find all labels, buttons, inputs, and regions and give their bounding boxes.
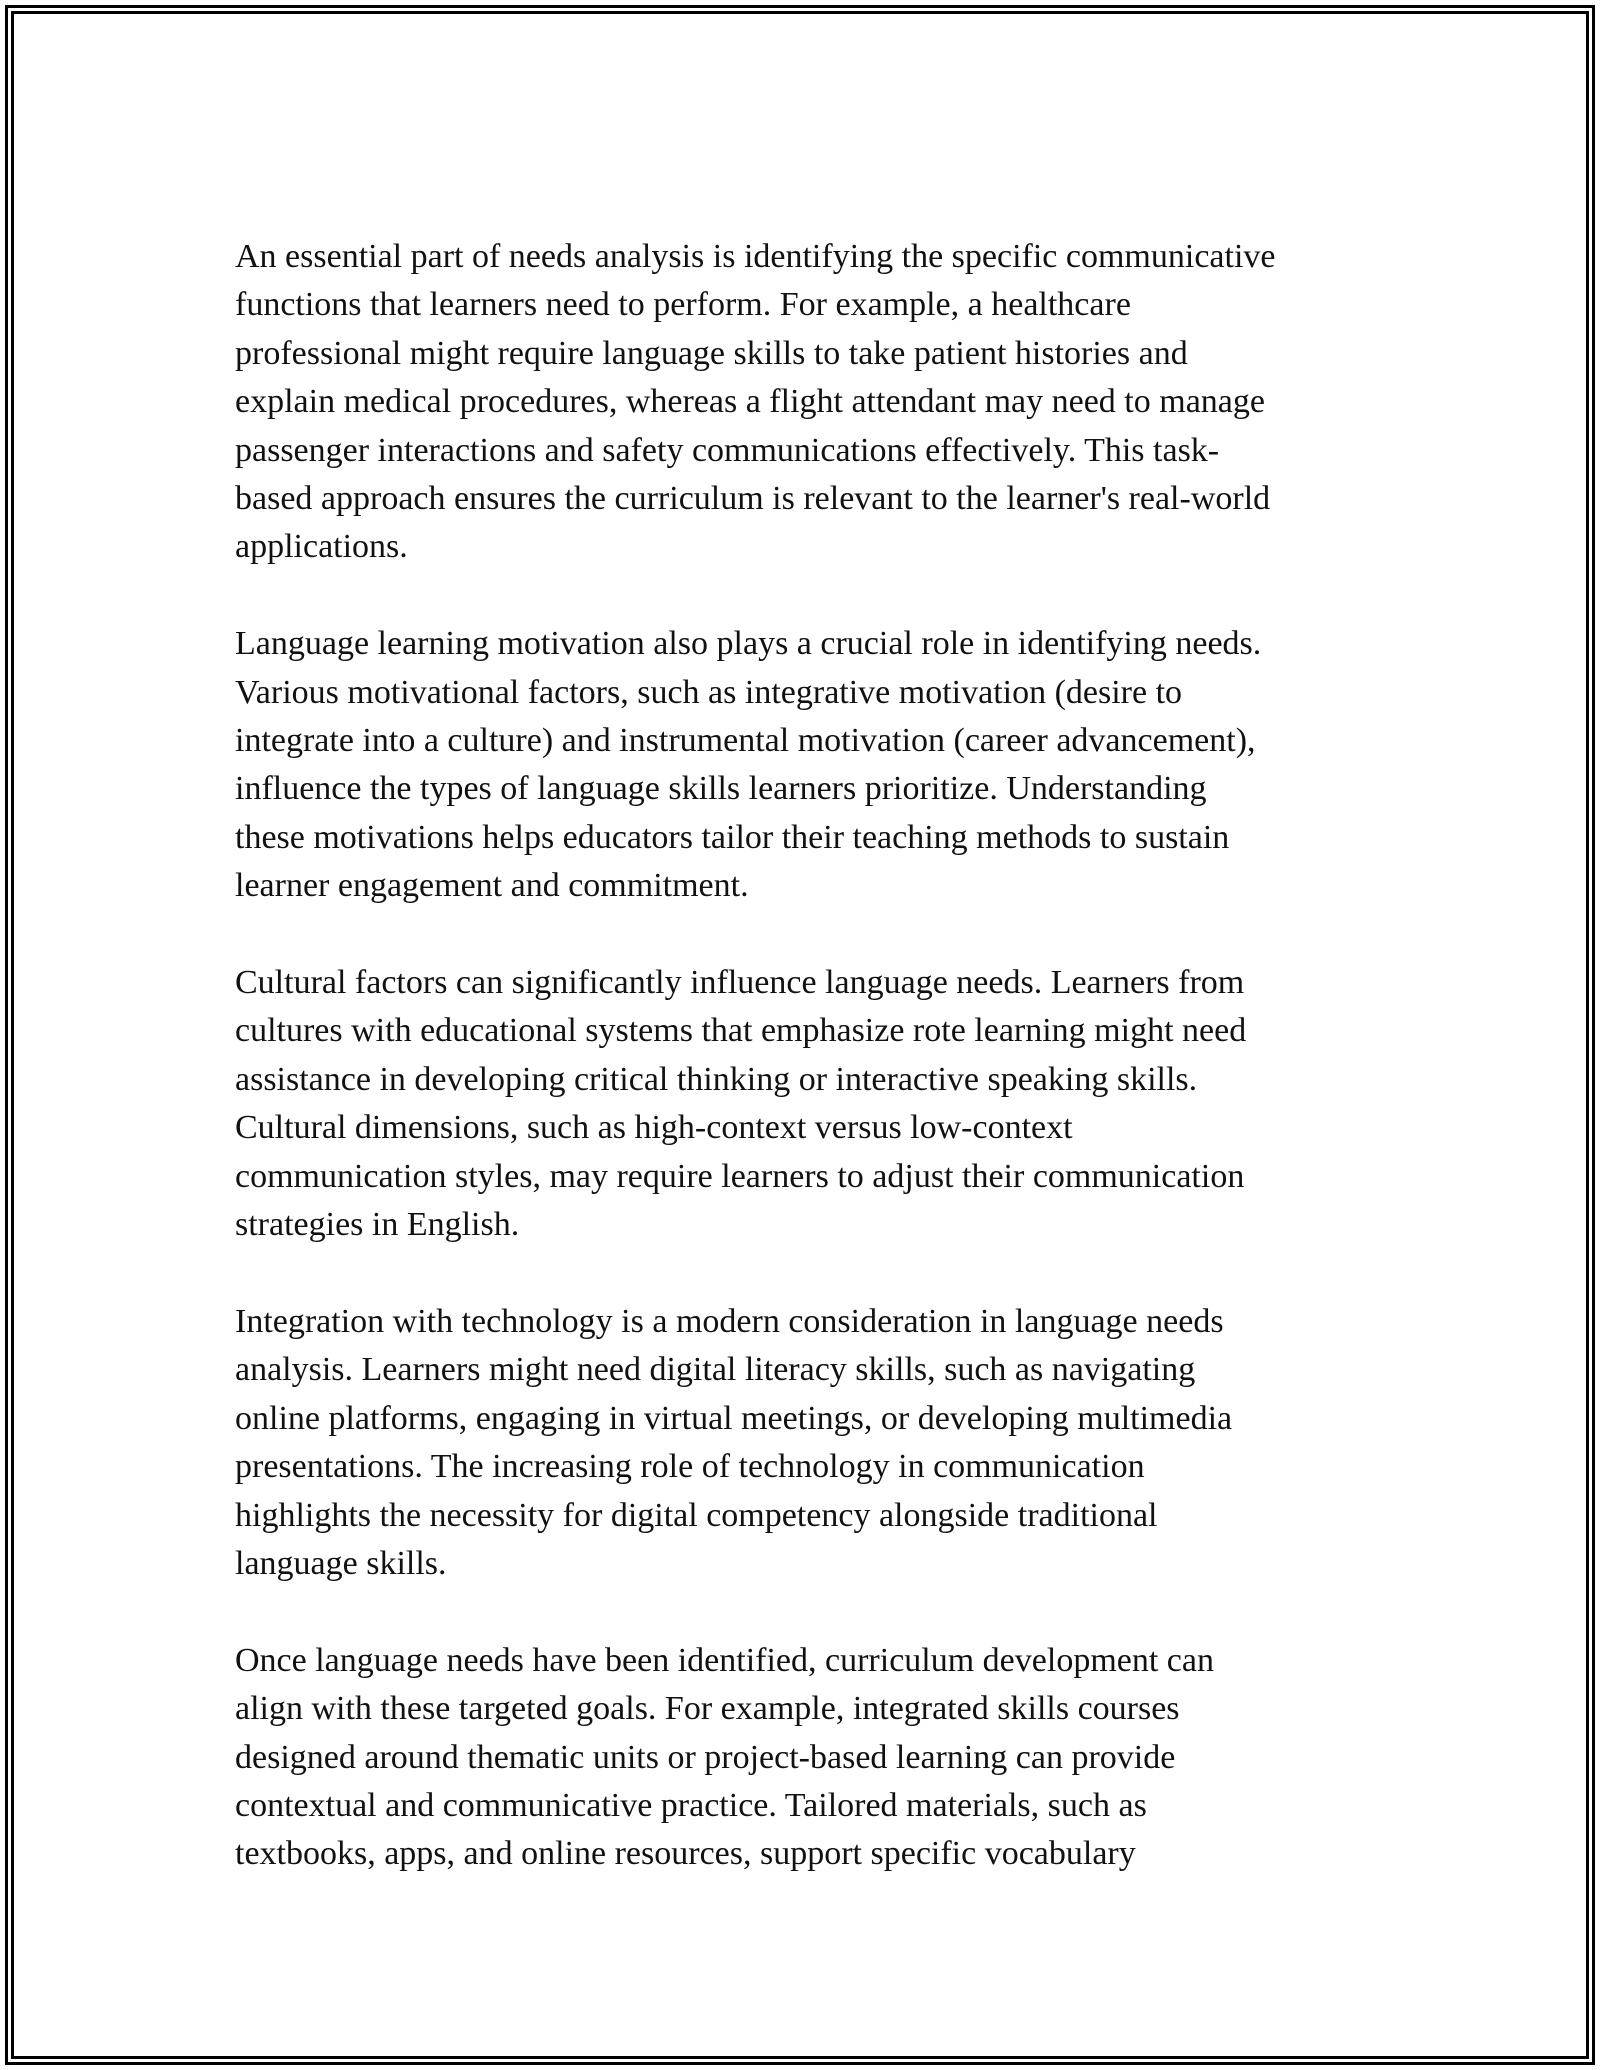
text-line: align with these targeted goals. For example, integrated skills courses [235, 1690, 1180, 1728]
text-line: explain medical procedures, whereas a flight attendant may need to manage [235, 383, 1265, 421]
text-line: Once language needs have been identified, curriculum development can [235, 1641, 1214, 1679]
paragraph-needs-analysis [235, 233, 1395, 572]
text-line: Integration with technology is a modern consideration in language needs [235, 1302, 1224, 1340]
text-line: presentations. The increasing role of technology in communication [235, 1448, 1145, 1486]
text-line: based approach ensures the curriculum is relevant to the learner's real-world [235, 480, 1271, 518]
text-line: strategies in English. [235, 1206, 520, 1244]
text-line: learner engagement and commitment. [235, 867, 749, 905]
text-line: Cultural factors can significantly influence language needs. Learners from [235, 964, 1245, 1002]
paragraph-technology [235, 1298, 1395, 1588]
text-line: textbooks, apps, and online resources, support specific vocabulary [235, 1835, 1136, 1873]
text-line: functions that learners need to perform. For example, a healthcare [235, 286, 1131, 324]
text-line: online platforms, engaging in virtual meetings, or developing multimedia [235, 1399, 1233, 1437]
text-line: passenger interactions and safety communications effectively. This task- [235, 431, 1220, 469]
text-line: communication styles, may require learners to adjust their communication [235, 1157, 1245, 1195]
paragraph-curriculum [235, 1637, 1395, 1879]
text-line: Cultural dimensions, such as high-context versus low-context [235, 1109, 1073, 1147]
text-line: applications. [235, 528, 408, 566]
paragraph-cultural-factors [235, 959, 1395, 1249]
text-line: analysis. Learners might need digital literacy skills, such as navigating [235, 1351, 1196, 1389]
text-line: An essential part of needs analysis is identifying the specific communicative [235, 238, 1276, 275]
text-line: assistance in developing critical thinking or interactive speaking skills. [235, 1060, 1198, 1098]
text-line: influence the types of language skills learners prioritize. Understanding [235, 770, 1207, 808]
text-line: cultures with educational systems that emphasize rote learning might need [235, 1012, 1247, 1050]
text-line: highlights the necessity for digital competency alongside traditional [235, 1496, 1158, 1534]
text-line: Language learning motivation also plays a crucial role in identifying needs. [235, 625, 1262, 663]
text-line: contextual and communicative practice. Tailored materials, such as [235, 1786, 1147, 1824]
text-line: professional might require language skills to take patient histories and [235, 334, 1188, 372]
text-line: language skills. [235, 1544, 447, 1582]
text-line: designed around thematic units or project-based learning can provide [235, 1738, 1176, 1776]
text-line: Various motivational factors, such as integrative motivation (desire to [235, 673, 1183, 711]
paragraph-motivation [235, 620, 1395, 910]
document-body [235, 233, 1395, 1879]
text-line: integrate into a culture) and instrumental motivation (career advancement), [235, 722, 1256, 760]
text-line: these motivations helps educators tailor their teaching methods to sustain [235, 818, 1230, 856]
